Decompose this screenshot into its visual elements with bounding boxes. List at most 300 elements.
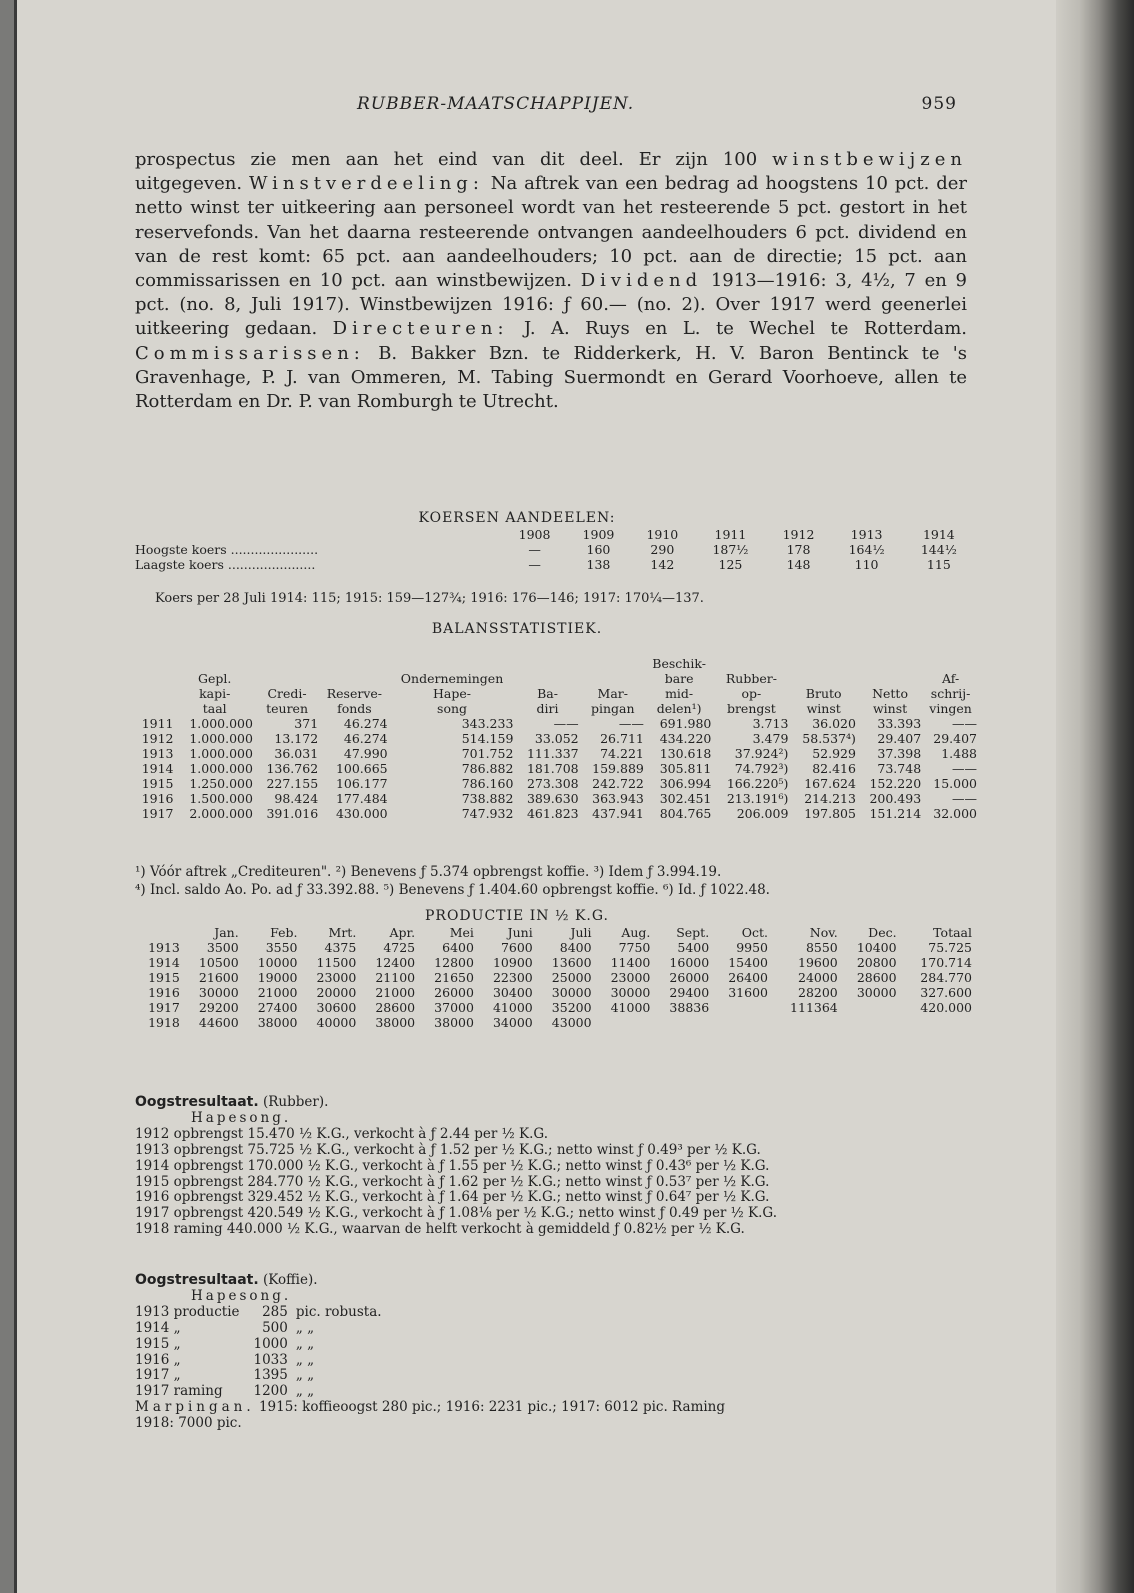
oogst-koffie-line-cell: „ „ bbox=[295, 1319, 315, 1336]
balans-row-cell: 738.882 bbox=[461, 791, 514, 806]
productie-row-cell: 25000 bbox=[551, 970, 592, 985]
balans-row-cell: 747.932 bbox=[461, 806, 514, 821]
productie-row-cell: 30000 bbox=[610, 985, 651, 1000]
productie-row-cell bbox=[712, 1015, 771, 1030]
koersen-header-row-cell: 1913 bbox=[850, 527, 883, 542]
balans-row-cell: 343.233 bbox=[461, 716, 514, 731]
productie-row-cell: 1917 bbox=[148, 1000, 180, 1015]
oogst-koffie-line-cell: 1913 productie bbox=[135, 1303, 240, 1320]
balans-table bbox=[135, 656, 980, 821]
marpingan-text: 1915: koffieoogst 280 pic.; 1916: 2231 pic.; 1917: 6012 pic. Raming bbox=[254, 1399, 726, 1416]
balans-row-cell: 33.052 bbox=[534, 731, 579, 746]
balans-row-cell: 13.172 bbox=[274, 731, 319, 746]
productie-row-cell: 43000 bbox=[551, 1015, 592, 1030]
balans-row-cell: 514.159 bbox=[461, 731, 514, 746]
balans-row-cell: 227.155 bbox=[266, 776, 319, 791]
koersen-row-cell: — bbox=[528, 557, 541, 572]
productie-row bbox=[135, 985, 975, 1000]
oogst-rubber-line: 1916 opbrengst 329.452 ½ K.G., verkocht à ƒ 1.64 per ½ K.G.; netto winst ƒ 0.64⁷ per ½ K.G. bbox=[135, 1189, 770, 1206]
oogst-koffie-line-cell: „ „ bbox=[295, 1367, 315, 1384]
koersen-row-cell: 115 bbox=[926, 557, 951, 572]
oogst-koffie-sub: (Koffie). bbox=[262, 1272, 318, 1288]
balans-header-row-cell bbox=[135, 686, 177, 701]
productie-row-cell: 5400 bbox=[677, 940, 710, 955]
productie-row-cell: 111364 bbox=[790, 1000, 838, 1015]
balans-header-row-cell: Beschik- bbox=[652, 656, 706, 671]
balans-header-row-cell: Reserve- bbox=[326, 686, 383, 701]
oogst-koffie-estate: Hapesong. bbox=[191, 1287, 292, 1304]
balans-header-row-cell: Ondernemingen bbox=[400, 671, 504, 686]
productie-row-cell: 12800 bbox=[434, 955, 474, 970]
balans-header-row bbox=[135, 701, 980, 716]
koersen-header-row-cell: 1912 bbox=[782, 527, 815, 542]
productie-row-cell: 27400 bbox=[257, 1000, 298, 1015]
balans-header-row-cell bbox=[924, 656, 980, 671]
balans-header-row-cell: Credi- bbox=[267, 686, 307, 701]
productie-row-cell: 1918 bbox=[148, 1015, 180, 1030]
balans-row-cell: 46.274 bbox=[343, 731, 388, 746]
koersen-row-cell: 187½ bbox=[712, 542, 749, 557]
oogst-koffie-line-cell: 500 bbox=[262, 1319, 288, 1336]
balans-row-cell: 214.213 bbox=[804, 791, 856, 806]
oogst-koffie-line-cell: 1915 „ bbox=[135, 1335, 181, 1352]
productie-row-cell: 29400 bbox=[669, 985, 710, 1000]
spaced-term: winstbewijzen bbox=[772, 149, 967, 170]
marpingan-text-2: 1918: 7000 pic. bbox=[135, 1415, 242, 1432]
balans-header-row bbox=[135, 686, 980, 701]
productie-header-row-cell: Oct. bbox=[741, 925, 768, 940]
balans-header-row-cell: Netto bbox=[872, 686, 908, 701]
productie-row-cell: 37000 bbox=[434, 1000, 474, 1015]
balans-title: BALANSSTATISTIEK. bbox=[431, 621, 603, 637]
balans-header-row-cell bbox=[582, 656, 647, 671]
productie-row-cell: 10400 bbox=[856, 940, 897, 955]
koersen-note: Koers per 28 Juli 1914: 115; 1915: 159—127¾; 1916: 176—146; 1917: 170¼—137. bbox=[155, 591, 704, 606]
balans-header-row-cell: vingen bbox=[929, 701, 972, 716]
balans-row-cell: 111.337 bbox=[526, 746, 579, 761]
productie-header-row bbox=[135, 925, 975, 940]
productie-row-cell: 15400 bbox=[728, 955, 768, 970]
balans-header-row-cell: diri bbox=[536, 701, 559, 716]
balans-header-row-cell: song bbox=[437, 701, 468, 716]
balans-header-row-cell bbox=[321, 671, 390, 686]
koersen-row-cell: 148 bbox=[786, 557, 811, 572]
balans-row-cell: 1917 bbox=[141, 806, 174, 821]
balans-row-cell: 166.220⁵) bbox=[726, 776, 789, 791]
koersen-row-cell: Hoogste koers ...................... bbox=[135, 542, 319, 557]
productie-row-cell: 20000 bbox=[316, 985, 357, 1000]
balans-row-cell: 1913 bbox=[141, 746, 174, 761]
productie-header-row-cell: Feb. bbox=[270, 925, 298, 940]
productie-row-cell: 30400 bbox=[492, 985, 533, 1000]
balans-row-cell: 47.990 bbox=[343, 746, 388, 761]
intro-text: 1913—1916: 3, 4½, 7 en 9 pct. (no. 8, Juli 1917). Winstbewijzen 1916: ƒ 60.— (no. 2). Over 1917 werd geenerlei uitkeering gedaan. bbox=[135, 270, 967, 340]
balans-header-row-cell bbox=[135, 656, 177, 671]
productie-row bbox=[135, 1000, 975, 1015]
balans-header-row-cell: Gepl. bbox=[198, 671, 232, 686]
productie-header-row-cell: Juli bbox=[570, 925, 592, 940]
balans-row-cell: —— bbox=[952, 716, 977, 731]
spaced-term: Dividend bbox=[580, 270, 703, 292]
balans-row bbox=[135, 806, 980, 821]
spaced-term: Winstverdeeling: bbox=[248, 173, 484, 195]
intro-text: prospectus zie men aan het eind van dit deel. Er zijn 100 bbox=[135, 149, 773, 170]
oogst-koffie-line bbox=[135, 1384, 382, 1400]
balans-header-row-cell bbox=[256, 656, 321, 671]
balans-row-cell: 3.713 bbox=[752, 716, 789, 731]
balans-row-cell: 1.488 bbox=[941, 746, 977, 761]
oogst-koffie-line bbox=[135, 1368, 382, 1384]
productie-row-cell: 35200 bbox=[551, 1000, 592, 1015]
productie-row-cell: 11500 bbox=[316, 955, 357, 970]
productie-row-cell: 38000 bbox=[257, 1015, 298, 1030]
balans-row-cell: 701.752 bbox=[461, 746, 514, 761]
productie-row-cell: 9950 bbox=[736, 940, 768, 955]
book-spine-edge bbox=[1056, 0, 1134, 1593]
balans-header-row-cell: kapi- bbox=[199, 686, 231, 701]
balans-header-row-cell bbox=[135, 701, 177, 716]
intro-text: B. Bakker Bzn. te Ridderkerk, H. V. Baron Bentinck te 's Gravenhage, P. J. van Ommeren, M. Tabing Suermondt en Gerard Voorhoeve, allen te Rotterdam en Dr. P. van Romburgh te Utrecht. bbox=[135, 342, 967, 413]
productie-row-cell: 41000 bbox=[610, 1000, 651, 1015]
balans-header-row-cell bbox=[256, 671, 321, 686]
balans-row-cell: —— bbox=[952, 761, 977, 776]
oogst-koffie-section bbox=[135, 1273, 725, 1432]
productie-row-cell: 8400 bbox=[559, 940, 592, 955]
productie-row-cell bbox=[771, 1015, 841, 1030]
balans-header-row-cell bbox=[791, 656, 859, 671]
koersen-row-cell: 164½ bbox=[848, 542, 885, 557]
balans-header-row-cell: Af- bbox=[941, 671, 960, 686]
balans-row-cell: 363.943 bbox=[592, 791, 644, 806]
productie-row-cell: 20800 bbox=[856, 955, 897, 970]
koersen-header-row-cell bbox=[135, 527, 503, 542]
balans-row-cell: 33.393 bbox=[877, 716, 922, 731]
balans-row bbox=[135, 716, 980, 731]
balans-header-row-cell bbox=[516, 656, 581, 671]
productie-row-cell: 29200 bbox=[198, 1000, 239, 1015]
balans-row-cell: 206.009 bbox=[736, 806, 789, 821]
marpingan-label: Marpingan. bbox=[135, 1399, 255, 1416]
balans-header-row-cell: Rubber- bbox=[725, 671, 777, 686]
balans-header-row-cell bbox=[391, 656, 517, 671]
balans-row-cell: 305.811 bbox=[659, 761, 712, 776]
balans-row-cell: 26.711 bbox=[600, 731, 644, 746]
productie-row-cell: 10000 bbox=[257, 955, 298, 970]
oogst-koffie-line-cell: 1033 bbox=[253, 1351, 288, 1368]
balans-row-cell: 306.994 bbox=[659, 776, 712, 791]
balans-row bbox=[135, 791, 980, 806]
koersen-header-row bbox=[135, 527, 975, 542]
balans-header-row bbox=[135, 671, 980, 686]
productie-header-row-cell: Totaal bbox=[933, 925, 972, 940]
running-title: RUBBER-MAATSCHAPPIJEN. bbox=[357, 94, 635, 114]
balans-row-cell: 1.250.000 bbox=[189, 776, 253, 791]
koersen-header-row-cell: 1910 bbox=[646, 527, 679, 542]
balans-header-row-cell: delen¹) bbox=[656, 701, 702, 716]
balans-header-row-cell: pingan bbox=[590, 701, 635, 716]
balans-row bbox=[135, 776, 980, 791]
koersen-row-cell: 125 bbox=[718, 557, 743, 572]
balans-row-cell: 151.214 bbox=[869, 806, 922, 821]
oogst-koffie-title: Oogstresultaat. bbox=[135, 1272, 259, 1288]
productie-row-cell: 3550 bbox=[265, 940, 298, 955]
balans-header-row-cell: Bruto bbox=[805, 686, 842, 701]
oogst-koffie-line-cell: „ „ bbox=[295, 1335, 315, 1352]
balans-row-cell: 136.762 bbox=[266, 761, 319, 776]
productie-row-cell: 28600 bbox=[856, 970, 897, 985]
productie-row-cell: 19600 bbox=[798, 955, 838, 970]
koersen-row-cell: 178 bbox=[786, 542, 811, 557]
balans-row-cell: 213.191⁶) bbox=[726, 791, 789, 806]
balans-header-row bbox=[135, 656, 980, 671]
productie-row-cell: 7750 bbox=[618, 940, 651, 955]
productie-row-cell: 1914 bbox=[148, 955, 180, 970]
balans-row-cell: 437.941 bbox=[592, 806, 644, 821]
balans-row-cell: 37.924²) bbox=[734, 746, 789, 761]
balans-row bbox=[135, 731, 980, 746]
oogst-rubber-estate: Hapesong. bbox=[191, 1109, 292, 1126]
oogst-rubber-line: 1917 opbrengst 420.549 ½ K.G., verkocht à ƒ 1.08⅛ per ½ K.G.; netto winst ƒ 0.49 per ½ K.G. bbox=[135, 1205, 778, 1222]
productie-row bbox=[135, 970, 975, 985]
oogst-koffie-line-cell: 1916 „ bbox=[135, 1351, 181, 1368]
productie-row-cell: 28600 bbox=[375, 1000, 416, 1015]
koersen-row-cell: Laagste koers ...................... bbox=[135, 557, 316, 572]
oogst-koffie-line-cell: 1917 raming bbox=[135, 1383, 223, 1400]
productie-row-cell: 12400 bbox=[375, 955, 416, 970]
balans-header-row-cell bbox=[582, 671, 647, 686]
productie-row-cell: 170.714 bbox=[920, 955, 972, 970]
productie-row-cell: 1915 bbox=[148, 970, 180, 985]
productie-row bbox=[135, 1015, 975, 1030]
productie-row-cell: 10500 bbox=[198, 955, 239, 970]
balans-row-cell: 181.708 bbox=[526, 761, 579, 776]
oogst-rubber-line: 1915 opbrengst 284.770 ½ K.G., verkocht à ƒ 1.62 per ½ K.G.; netto winst ƒ 0.53⁷ per ½ K.G. bbox=[135, 1173, 770, 1190]
productie-row-cell: 21000 bbox=[257, 985, 298, 1000]
balans-row bbox=[135, 746, 980, 761]
balans-row-cell: 200.493 bbox=[869, 791, 922, 806]
koersen-header-row-cell: 1909 bbox=[582, 527, 615, 542]
balans-header-row-cell: brengst bbox=[726, 701, 776, 716]
balans-header-row-cell: fonds bbox=[337, 701, 372, 716]
running-header bbox=[357, 94, 957, 114]
productie-row-cell: 1913 bbox=[148, 940, 180, 955]
productie-row-cell: 30600 bbox=[316, 1000, 357, 1015]
productie-row-cell: 26000 bbox=[669, 970, 710, 985]
oogst-koffie-line-cell: 1000 bbox=[253, 1335, 288, 1352]
productie-header-row-cell: Mrt. bbox=[328, 925, 357, 940]
productie-row-cell: 38000 bbox=[375, 1015, 416, 1030]
balans-header-row-cell bbox=[516, 671, 581, 686]
koersen-row-cell: 144½ bbox=[920, 542, 957, 557]
balans-row-cell: 1.000.000 bbox=[189, 761, 253, 776]
balans-row-cell: —— bbox=[553, 716, 579, 731]
balans-row-cell: 46.274 bbox=[343, 716, 388, 731]
intro-text: uitgegeven. bbox=[135, 173, 249, 195]
balans-row-cell: 3.479 bbox=[752, 731, 789, 746]
productie-row-cell: 284.770 bbox=[920, 970, 972, 985]
page-number: 959 bbox=[921, 94, 957, 114]
balans-header-row-cell: Hape- bbox=[433, 686, 472, 701]
balans-row-cell: 106.177 bbox=[335, 776, 388, 791]
productie-row-cell: 30000 bbox=[198, 985, 239, 1000]
productie-header-row-cell: Nov. bbox=[809, 925, 838, 940]
productie-title: PRODUCTIE IN ½ K.G. bbox=[424, 908, 609, 924]
balans-row-cell: 74.792³) bbox=[734, 761, 789, 776]
balans-row-cell: 130.618 bbox=[659, 746, 712, 761]
balans-row-cell: 302.451 bbox=[659, 791, 712, 806]
oogst-rubber-title: Oogstresultaat. bbox=[135, 1094, 259, 1110]
productie-row-cell: 41000 bbox=[492, 1000, 533, 1015]
productie-row-cell: 30000 bbox=[856, 985, 897, 1000]
koersen-row bbox=[135, 542, 975, 557]
productie-row-cell bbox=[712, 1000, 771, 1015]
productie-row-cell: 38836 bbox=[669, 1000, 710, 1015]
balans-row-cell: 1915 bbox=[141, 776, 174, 791]
koersen-header-row-cell: 1914 bbox=[922, 527, 955, 542]
balans-row-cell: 152.220 bbox=[869, 776, 922, 791]
koersen-header-row-cell: 1908 bbox=[518, 527, 551, 542]
oogst-rubber-sub: (Rubber). bbox=[262, 1094, 329, 1110]
koersen-row-cell: 160 bbox=[586, 542, 611, 557]
productie-row-cell: 26000 bbox=[434, 985, 474, 1000]
balans-header-row-cell: winst bbox=[806, 701, 841, 716]
koersen-table bbox=[135, 527, 975, 572]
productie-row bbox=[135, 940, 975, 955]
book-page bbox=[14, 0, 1059, 1593]
oogst-koffie-line bbox=[135, 1353, 382, 1369]
oogst-koffie-line-cell: 285 bbox=[262, 1303, 288, 1320]
productie-row-cell: 40000 bbox=[316, 1015, 357, 1030]
balans-row-cell: 58.537⁴) bbox=[802, 731, 856, 746]
balans-row-cell: 1.000.000 bbox=[189, 731, 253, 746]
spaced-term: Directeuren: bbox=[332, 318, 509, 340]
productie-row-cell: 23000 bbox=[316, 970, 357, 985]
balans-header-row-cell: Mar- bbox=[597, 686, 628, 701]
balans-row-cell: 36.020 bbox=[812, 716, 856, 731]
productie-row-cell: 1916 bbox=[148, 985, 180, 1000]
oogst-koffie-line-cell: 1200 bbox=[253, 1383, 288, 1400]
oogst-koffie-line-cell: 1395 bbox=[253, 1367, 288, 1384]
balans-header-row-cell: schrij- bbox=[930, 686, 971, 701]
productie-row-cell: 34000 bbox=[492, 1015, 533, 1030]
balans-row-cell: —— bbox=[618, 716, 644, 731]
balans-row-cell: 100.665 bbox=[335, 761, 388, 776]
balans-header-row-cell: op- bbox=[741, 686, 762, 701]
koersen-row-cell: 110 bbox=[854, 557, 879, 572]
koersen-row-cell: 138 bbox=[586, 557, 611, 572]
balans-row-cell: 36.031 bbox=[274, 746, 319, 761]
balans-header-row-cell bbox=[714, 656, 791, 671]
productie-row-cell: 3500 bbox=[206, 940, 239, 955]
spaced-term: Commissarissen: bbox=[135, 342, 365, 364]
productie-header-row-cell bbox=[135, 925, 183, 940]
balans-row-cell: 1912 bbox=[141, 731, 174, 746]
productie-header-row-cell: Mei bbox=[449, 925, 474, 940]
balans-row-cell: 391.016 bbox=[266, 806, 319, 821]
productie-header-row-cell: Apr. bbox=[389, 925, 416, 940]
balans-header-row-cell bbox=[135, 671, 177, 686]
balans-header-row-cell: Ba- bbox=[537, 686, 558, 701]
productie-row-cell: 31600 bbox=[728, 985, 768, 1000]
productie-row-cell: 21600 bbox=[198, 970, 239, 985]
balans-row-cell: 1911 bbox=[141, 716, 174, 731]
productie-row-cell: 28200 bbox=[798, 985, 838, 1000]
productie-row-cell: 11400 bbox=[610, 955, 651, 970]
balans-row-cell: 37.398 bbox=[877, 746, 922, 761]
intro-paragraph bbox=[135, 148, 967, 414]
productie-row-cell: 4375 bbox=[324, 940, 357, 955]
productie-header-row-cell: Aug. bbox=[621, 925, 651, 940]
productie-row-cell: 16000 bbox=[669, 955, 710, 970]
balans-row-cell: 167.624 bbox=[804, 776, 856, 791]
oogst-koffie-line-cell: 1914 „ bbox=[135, 1319, 181, 1336]
balans-row-cell: 2.000.000 bbox=[189, 806, 253, 821]
intro-text: J. A. Ruys en L. te Wechel te Rotterdam. bbox=[508, 318, 967, 340]
productie-row-cell: 13600 bbox=[551, 955, 592, 970]
balans-row-cell: 52.929 bbox=[812, 746, 856, 761]
productie-header-row-cell: Jan. bbox=[214, 925, 239, 940]
productie-row-cell bbox=[841, 1000, 900, 1015]
productie-row-cell: 21000 bbox=[375, 985, 416, 1000]
balans-header-row-cell bbox=[859, 671, 924, 686]
balans-row-cell: 1916 bbox=[141, 791, 174, 806]
balans-row-cell: 15.000 bbox=[933, 776, 977, 791]
productie-row-cell: 75.725 bbox=[928, 940, 972, 955]
productie-row-cell: 30000 bbox=[551, 985, 592, 1000]
balans-row-cell: 691.980 bbox=[659, 716, 712, 731]
balans-row-cell: 1914 bbox=[141, 761, 174, 776]
oogst-koffie-line-cell: „ „ bbox=[295, 1351, 315, 1368]
balans-row-cell: 461.823 bbox=[526, 806, 579, 821]
productie-row-cell bbox=[595, 1015, 654, 1030]
oogst-rubber-line: 1912 opbrengst 15.470 ½ K.G., verkocht à ƒ 2.44 per ½ K.G. bbox=[135, 1125, 548, 1142]
balans-row-cell: 430.000 bbox=[335, 806, 388, 821]
balans-row-cell: 389.630 bbox=[526, 791, 579, 806]
productie-row-cell: 6400 bbox=[442, 940, 474, 955]
balans-footnote-1: ¹) Vóór aftrek „Crediteuren". ²) Benevens ƒ 5.374 opbrengst koffie. ³) Idem ƒ 3.994.19. bbox=[135, 864, 722, 880]
productie-header-row-cell: Dec. bbox=[868, 925, 897, 940]
productie-row-cell: 10900 bbox=[492, 955, 533, 970]
productie-row-cell: 21650 bbox=[434, 970, 474, 985]
productie-row-cell: 38000 bbox=[434, 1015, 474, 1030]
productie-row-cell: 23000 bbox=[610, 970, 651, 985]
balans-row-cell: —— bbox=[952, 791, 977, 806]
productie-row-cell bbox=[900, 1015, 975, 1030]
balans-row-cell: 786.882 bbox=[461, 761, 514, 776]
balans-row-cell: 786.160 bbox=[461, 776, 514, 791]
oogst-koffie-line-cell: 1917 „ bbox=[135, 1367, 181, 1384]
oogst-rubber-line: 1914 opbrengst 170.000 ½ K.G., verkocht à ƒ 1.55 per ½ K.G.; netto winst ƒ 0.43⁶ per ½ K.G. bbox=[135, 1157, 770, 1174]
balans-row-cell: 32.000 bbox=[933, 806, 977, 821]
productie-row-cell bbox=[653, 1015, 712, 1030]
koersen-row-cell: 142 bbox=[650, 557, 675, 572]
balans-row-cell: 434.220 bbox=[659, 731, 712, 746]
balans-row bbox=[135, 761, 980, 776]
productie-row-cell: 4725 bbox=[383, 940, 416, 955]
balans-footnote-2: ⁴) Incl. saldo Ao. Po. ad ƒ 33.392.88. ⁵) Benevens ƒ 1.404.60 opbrengst koffie. ⁶) Id. ƒ 1022.48. bbox=[135, 882, 770, 898]
balans-header-row-cell bbox=[859, 656, 924, 671]
productie-row-cell: 420.000 bbox=[920, 1000, 972, 1015]
balans-row-cell: 371 bbox=[294, 716, 319, 731]
productie-row bbox=[135, 955, 975, 970]
productie-row-cell: 24000 bbox=[798, 970, 838, 985]
productie-row-cell: 19000 bbox=[257, 970, 298, 985]
productie-row-cell: 26400 bbox=[728, 970, 768, 985]
productie-row-cell: 44600 bbox=[198, 1015, 239, 1030]
balans-row-cell: 242.722 bbox=[592, 776, 644, 791]
balans-header-row-cell: teuren bbox=[266, 701, 308, 716]
balans-row-cell: 74.221 bbox=[600, 746, 644, 761]
